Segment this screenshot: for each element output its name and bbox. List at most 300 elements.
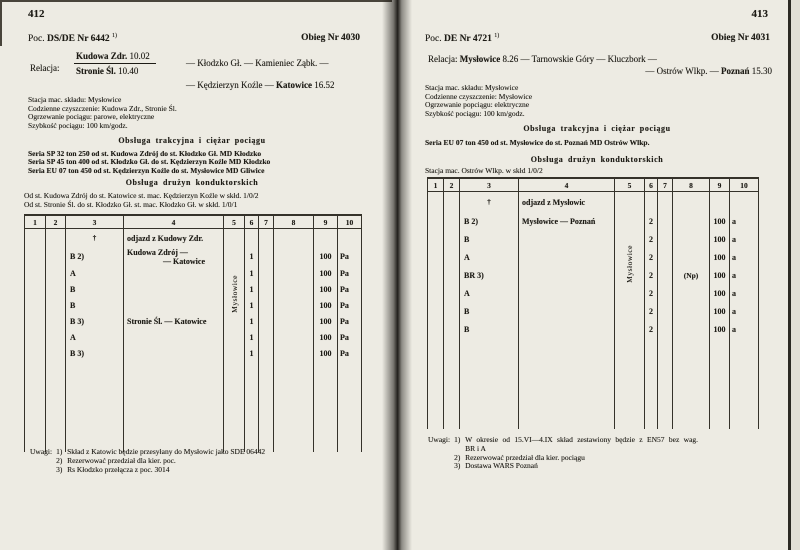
cell-col4 <box>519 285 615 303</box>
cell-col4 <box>124 248 224 266</box>
cell-col2 <box>46 266 66 282</box>
remark-text: Rezerwować przedział dla kier. pociągu <box>465 452 585 462</box>
column-header: 4 <box>519 178 615 192</box>
cell-col7 <box>658 285 673 303</box>
empty-cell <box>730 339 759 429</box>
route-line-2 <box>186 80 334 90</box>
cell-col2 <box>46 248 66 266</box>
cell-col8 <box>274 298 314 314</box>
empty-cell <box>645 339 658 429</box>
train-number: DS/DE Nr 6442 <box>47 34 110 45</box>
remarks-items <box>454 436 698 471</box>
route-notes-block <box>24 192 259 209</box>
relacja-line-1-rest: 8.26 — Tarnowskie Góry — Kluczbork — <box>500 54 657 64</box>
cell-col7 <box>259 346 274 362</box>
cell-col8 <box>274 282 314 298</box>
cell-col6: 1 <box>245 346 259 362</box>
table-row <box>25 248 362 266</box>
table-row <box>428 192 759 213</box>
cell-col4 <box>519 231 615 249</box>
cell-col6: 2 <box>645 285 658 303</box>
cell-col10: Pa <box>338 248 362 266</box>
table-row <box>25 298 362 314</box>
scan-left-edge <box>0 0 2 46</box>
cell-col8 <box>673 303 710 321</box>
seria-line: Seria SP 45 ton 400 od st. Kłodzko Gł. do st. Kędzierzyn Koźle MD Kłodzko <box>28 157 271 167</box>
origin-top-time: 10.02 <box>129 51 150 61</box>
info-line: Szybkość pociągu: 100 km/godz. <box>425 108 525 118</box>
cell-col9: 100 <box>710 303 730 321</box>
empty-cell <box>615 339 645 429</box>
cell-col1 <box>428 192 444 213</box>
info-line: Codzienne czyszczenie: Kudowa Zdr., Stronie Śl. <box>28 103 177 113</box>
cell-col2 <box>46 282 66 298</box>
cell-col4 <box>519 321 615 339</box>
empty-cell <box>710 339 730 429</box>
cell-col8 <box>673 249 710 267</box>
column-header: 6 <box>645 178 658 192</box>
cell-col6: 1 <box>245 266 259 282</box>
train-title <box>28 33 117 44</box>
remark-text: Rs Kłodzko przełącza z poc. 3014 <box>67 464 170 474</box>
remarks-right <box>428 436 698 471</box>
cell-col2 <box>444 285 460 303</box>
cell-col2 <box>444 249 460 267</box>
remark-number: 1) <box>56 447 63 456</box>
cell-col6: 2 <box>645 267 658 285</box>
empty-cell <box>428 339 444 429</box>
conductor-table-left <box>24 214 362 452</box>
route-destination-time: 15.30 <box>749 66 772 76</box>
cell-col9 <box>710 192 730 213</box>
column-header: 10 <box>338 215 362 229</box>
table-row <box>25 314 362 330</box>
seria-line: Seria EU 07 ton 450 od st. Mysłowice do st. Poznań MD Ostrów Wlkp. <box>425 138 650 147</box>
page-number: 413 <box>751 8 768 20</box>
table-row <box>428 249 759 267</box>
column-header: 5 <box>615 178 645 192</box>
cell-col2 <box>444 192 460 213</box>
remarks-left <box>30 448 265 474</box>
seria-line: Seria EU 07 ton 450 od st. Kędzierzyn Koźle do st. Mysłowice MD Gliwice <box>28 165 265 175</box>
obieg-number: Obieg Nr 4030 <box>301 33 360 43</box>
cell-col3: B <box>66 282 124 298</box>
remark-item <box>454 436 698 454</box>
route-line-2-prefix: — Kędzierzyn Koźle — <box>186 80 276 90</box>
remarks-label: Uwagi: <box>428 435 451 444</box>
cell-col8 <box>673 231 710 249</box>
column-header: 7 <box>259 215 274 229</box>
cell-col9: 100 <box>710 249 730 267</box>
cell-col7 <box>259 298 274 314</box>
cell-col1 <box>428 321 444 339</box>
empty-cell <box>314 362 338 452</box>
cell-col2 <box>444 267 460 285</box>
cell-col10 <box>338 229 362 248</box>
train-info-block <box>28 96 177 130</box>
relacja-line-1 <box>428 54 657 64</box>
cell-col1 <box>25 266 46 282</box>
cell-col8 <box>274 346 314 362</box>
column-header: 3 <box>66 215 124 229</box>
relacja-line-2-prefix: — Ostrów Wlkp. — <box>645 66 721 76</box>
info-line: Szybkość pociągu: 100 km/godz. <box>28 120 128 130</box>
table-row <box>428 231 759 249</box>
empty-cell <box>519 339 615 429</box>
cell-col8 <box>274 229 314 248</box>
cell-col4 <box>124 298 224 314</box>
cell-col2 <box>444 303 460 321</box>
cell-col10: Pa <box>338 330 362 346</box>
table-extender-row <box>25 362 362 452</box>
cell-col10: a <box>730 213 759 231</box>
traction-series-block <box>28 150 270 175</box>
empty-cell <box>460 339 519 429</box>
cell-col4: Mysłowice — Poznań <box>519 213 615 231</box>
relacja-label: Relacja: <box>30 63 60 73</box>
remark-text-line: BR i A <box>465 443 486 453</box>
cell-col6 <box>245 229 259 248</box>
title-bar <box>28 33 360 44</box>
cell-col3: B 3) <box>66 314 124 330</box>
table-row <box>428 321 759 339</box>
cell-col3: B <box>460 321 519 339</box>
remark-text-line: W okresie od 15.VI—4.IX skład zestawiony będzie z EN57 bez wag. <box>465 435 699 444</box>
cell-col7 <box>259 266 274 282</box>
remark-number: 2) <box>454 452 461 462</box>
cell-col6 <box>645 192 658 213</box>
table-row <box>25 282 362 298</box>
footnote-ref: 1) <box>112 33 118 39</box>
table-row <box>428 303 759 321</box>
vertical-station-label: Mysłowice <box>229 275 239 314</box>
cell-col10: Pa <box>338 346 362 362</box>
cell-col7 <box>658 231 673 249</box>
column-header: 3 <box>460 178 519 192</box>
cell-col6: 1 <box>245 298 259 314</box>
cell-col1 <box>428 267 444 285</box>
cell-col2 <box>46 346 66 362</box>
cell-col6: 1 <box>245 282 259 298</box>
cell-col8 <box>274 314 314 330</box>
cell-col4 <box>124 282 224 298</box>
empty-cell <box>338 362 362 452</box>
cell-col4: odjazd z Mysłowic <box>519 192 615 213</box>
cell-col7 <box>658 249 673 267</box>
cell-col3: B 3) <box>66 346 124 362</box>
cell-line: Kudowa Zdrój — <box>127 247 188 257</box>
cell-col6: 1 <box>245 248 259 266</box>
table-header-row <box>25 215 362 229</box>
vertical-station-cell <box>224 229 245 362</box>
cell-col7 <box>259 314 274 330</box>
cell-col3: A <box>66 330 124 346</box>
cell-col9 <box>314 229 338 248</box>
cell-col9: 100 <box>314 298 338 314</box>
info-line: Stacja mac. składu: Mysłowice <box>425 83 519 92</box>
cell-col4 <box>124 346 224 362</box>
cell-col2 <box>444 231 460 249</box>
origin-name: Mysłowice <box>459 54 501 64</box>
cell-col10: Pa <box>338 266 362 282</box>
seria-line: Seria SP 32 ton 250 od st. Kudowa Zdrój do st. Kłodzko Gł. MD Kłodzko <box>28 149 262 158</box>
section-traction-title: Obsługa trakcyjna i ciężar pociągu <box>118 136 266 145</box>
cell-col1 <box>428 231 444 249</box>
cell-col9: 100 <box>314 282 338 298</box>
origin-bottom-time: 10.40 <box>118 66 139 76</box>
empty-cell <box>25 362 46 452</box>
empty-cell <box>245 362 259 452</box>
remark-item <box>56 466 265 475</box>
cell-col4 <box>519 267 615 285</box>
origin-top-name: Kudowa Zdr. <box>76 51 128 61</box>
cell-col9: 100 <box>710 321 730 339</box>
cell-col3: † <box>66 229 124 248</box>
cell-col8 <box>673 213 710 231</box>
cell-col4 <box>124 266 224 282</box>
cell-col8 <box>673 321 710 339</box>
cell-col10: a <box>730 303 759 321</box>
empty-cell <box>124 362 224 452</box>
page-right <box>408 0 800 550</box>
cell-col6: 1 <box>245 314 259 330</box>
cell-col2 <box>444 321 460 339</box>
cell-col9: 100 <box>314 346 338 362</box>
cell-col3: B 2) <box>460 213 519 231</box>
cell-col6: 2 <box>645 249 658 267</box>
cell-col1 <box>25 248 46 266</box>
column-header: 9 <box>314 215 338 229</box>
cell-col8 <box>274 248 314 266</box>
column-header: 2 <box>46 215 66 229</box>
cell-col1 <box>25 298 46 314</box>
cell-col1 <box>25 282 46 298</box>
empty-cell <box>274 362 314 452</box>
origin-bottom-name: Stronie Śl. <box>76 66 116 76</box>
train-info-block <box>425 84 532 118</box>
column-header: 2 <box>444 178 460 192</box>
relacja-origin-fraction <box>74 51 156 76</box>
column-header: 7 <box>658 178 673 192</box>
conductor-table-right <box>427 177 759 429</box>
cell-col10: Pa <box>338 314 362 330</box>
obieg-number: Obieg Nr 4031 <box>711 33 770 43</box>
cell-col4: odjazd z Kudowy Zdr. <box>124 229 224 248</box>
cell-col7 <box>259 282 274 298</box>
remark-text: Skład z Katowic będzie przesyłany do Mysłowic jako SDE 06442 <box>67 447 266 456</box>
remark-text: Dostawa WARS Poznań <box>465 461 538 471</box>
cell-col9: 100 <box>314 266 338 282</box>
remark-text: Rezerwować przedział dla kier. poc. <box>67 455 176 465</box>
cell-col4 <box>519 249 615 267</box>
cell-col4: Stronie Śl. — Katowice <box>124 314 224 330</box>
cell-col1 <box>428 303 444 321</box>
cell-col8: (Np) <box>673 267 710 285</box>
column-header: 1 <box>428 178 444 192</box>
route-destination-time: 16.52 <box>311 80 335 90</box>
page-left <box>0 0 392 550</box>
column-header: 1 <box>25 215 46 229</box>
cell-col10: Pa <box>338 282 362 298</box>
remark-number: 3) <box>454 461 461 471</box>
page-number: 412 <box>28 8 45 20</box>
relacja-label: Relacja: <box>428 54 458 64</box>
cell-col8 <box>274 266 314 282</box>
cell-col2 <box>46 314 66 330</box>
cell-col8 <box>673 285 710 303</box>
section-conductors-title: Obsługa drużyn konduktorskich <box>125 178 259 187</box>
cell-col1 <box>25 229 46 248</box>
cell-col3: A <box>460 249 519 267</box>
empty-cell <box>259 362 274 452</box>
info-line: Ogrzewanie pociągu: parowe, elektryczne <box>28 112 155 122</box>
cell-col1 <box>25 330 46 346</box>
remark-text <box>465 436 698 454</box>
vertical-station-label: Mysłowice <box>625 245 634 284</box>
cell-col10: a <box>730 231 759 249</box>
origin-top <box>74 51 156 64</box>
column-header: 9 <box>710 178 730 192</box>
cell-col7 <box>658 192 673 213</box>
route-note: Stacja mac. Ostrów Wlkp. w skłd 1/0/2 <box>425 166 543 175</box>
cell-col7 <box>658 267 673 285</box>
cell-col7 <box>259 330 274 346</box>
remarks-items <box>56 448 265 474</box>
cell-col2 <box>46 298 66 314</box>
traction-series-block <box>425 139 649 147</box>
remark-number: 1) <box>454 435 461 444</box>
title-bar <box>425 33 770 44</box>
info-line: Ogrzewanie popciągu: elektryczne <box>425 100 530 110</box>
cell-col6: 2 <box>645 231 658 249</box>
cell-col7 <box>658 303 673 321</box>
info-line: Codzienne czyszczenie: Mysłowice <box>425 91 533 101</box>
cell-col9: 100 <box>710 285 730 303</box>
cell-col2 <box>46 330 66 346</box>
cell-col1 <box>25 314 46 330</box>
cell-col3: † <box>460 192 519 213</box>
cell-col3: B <box>460 231 519 249</box>
cell-col4 <box>124 330 224 346</box>
table-row <box>25 266 362 282</box>
column-header: 8 <box>673 178 710 192</box>
cell-col9: 100 <box>710 213 730 231</box>
cell-col10: Pa <box>338 298 362 314</box>
origin-bottom <box>74 64 156 76</box>
route-line-1: — Kłodzko Gł. — Kamieniec Ząbk. — <box>186 58 329 68</box>
cell-col7 <box>259 229 274 248</box>
empty-cell <box>444 339 460 429</box>
column-header: 8 <box>274 215 314 229</box>
empty-cell <box>66 362 124 452</box>
table-row <box>428 267 759 285</box>
cell-col6: 2 <box>645 303 658 321</box>
cell-col3: BR 3) <box>460 267 519 285</box>
table-row <box>428 213 759 231</box>
cell-col3: B <box>66 298 124 314</box>
cell-col10 <box>730 192 759 213</box>
column-header: 4 <box>124 215 224 229</box>
cell-col9: 100 <box>314 330 338 346</box>
column-header: 5 <box>224 215 245 229</box>
empty-cell <box>658 339 673 429</box>
footnote-ref: 1) <box>494 33 500 39</box>
scan-top-edge <box>0 0 392 2</box>
empty-cell <box>46 362 66 452</box>
route-note: Od st. Kudowa Zdrój do st. Katowice st. mac. Kędzierzyn Koźle w skłd. 1/0/2 <box>24 191 259 200</box>
cell-col9: 100 <box>710 267 730 285</box>
train-number: DE Nr 4721 <box>444 34 492 45</box>
empty-cell <box>673 339 710 429</box>
cell-col7 <box>658 321 673 339</box>
cell-col3: B <box>460 303 519 321</box>
cell-col1 <box>428 213 444 231</box>
remark-number: 2) <box>56 455 63 465</box>
section-conductors-title: Obsługa drużyn konduktorskich <box>530 155 664 164</box>
train-prefix: Poc. <box>28 34 45 45</box>
table-header-row <box>428 178 759 192</box>
cell-col9: 100 <box>314 248 338 266</box>
cell-col8 <box>673 192 710 213</box>
cell-col9: 100 <box>710 231 730 249</box>
remarks-label: Uwagi: <box>30 447 53 456</box>
cell-col3: B 2) <box>66 248 124 266</box>
cell-col9: 100 <box>314 314 338 330</box>
table-extender-row <box>428 339 759 429</box>
train-prefix: Poc. <box>425 34 442 45</box>
column-header: 6 <box>245 215 259 229</box>
table-row <box>428 285 759 303</box>
cell-col10: a <box>730 285 759 303</box>
cell-col1 <box>428 285 444 303</box>
cell-col7 <box>658 213 673 231</box>
cell-col6: 2 <box>645 213 658 231</box>
route-note: Od st. Stronie Śl. do st. Kłodzko Gł. st. mac. Kłodzko Gł. w skłd. 1/0/1 <box>24 199 238 209</box>
cell-col10: a <box>730 267 759 285</box>
info-line: Stacja mac. składu: Mysłowice <box>28 95 122 104</box>
vertical-station-cell <box>615 192 645 339</box>
cell-col3: A <box>66 266 124 282</box>
route-notes-block <box>425 167 543 176</box>
book-right-paper-edge <box>791 0 800 550</box>
cell-col7 <box>259 248 274 266</box>
cell-col2 <box>444 213 460 231</box>
train-title <box>425 33 499 44</box>
remark-item <box>454 462 698 471</box>
table-row <box>25 346 362 362</box>
cell-col6: 2 <box>645 321 658 339</box>
cell-line: — Katowice <box>163 256 205 266</box>
cell-col1 <box>428 249 444 267</box>
cell-col10: a <box>730 321 759 339</box>
cell-col10: a <box>730 249 759 267</box>
table-row <box>25 330 362 346</box>
book-gutter-shadow <box>382 0 412 550</box>
cell-col3: A <box>460 285 519 303</box>
empty-cell <box>224 362 245 452</box>
column-header: 10 <box>730 178 759 192</box>
route-destination: Katowice <box>275 80 312 90</box>
cell-col4 <box>519 303 615 321</box>
cell-col8 <box>274 330 314 346</box>
cell-col1 <box>25 346 46 362</box>
table-row <box>25 229 362 248</box>
route-destination: Poznań <box>720 66 750 76</box>
section-traction-title: Obsługa trakcyjna i ciężar pociągu <box>523 124 671 133</box>
cell-col2 <box>46 229 66 248</box>
relacja-line-2 <box>645 66 772 76</box>
remark-number: 3) <box>56 464 63 474</box>
